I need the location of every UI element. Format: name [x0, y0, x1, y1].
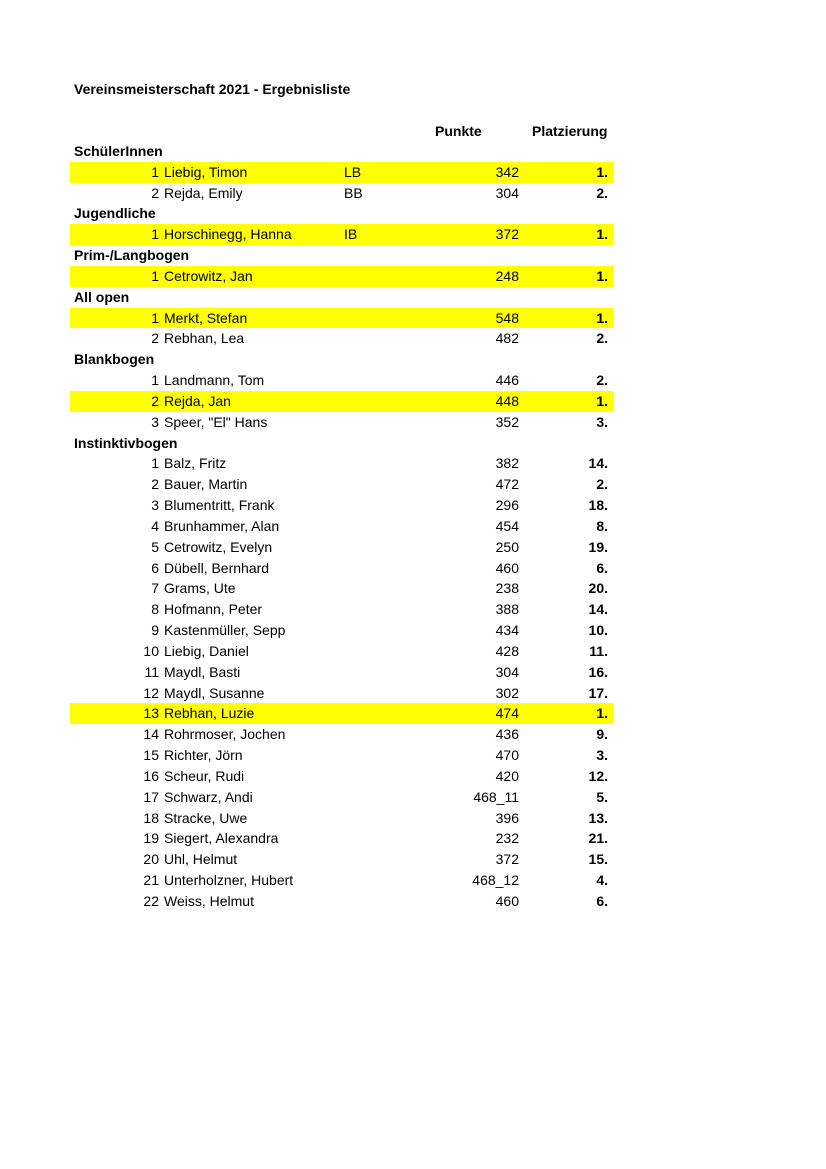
participant-name: Richter, Jörn: [164, 747, 243, 764]
result-row-winner: [70, 391, 613, 412]
placement-value: 6.: [596, 892, 608, 909]
points-value: 248: [495, 267, 519, 284]
result-row-winner: [70, 162, 613, 183]
category-heading: Instinktivbogen: [74, 434, 178, 451]
points-value: 388: [495, 601, 519, 618]
result-row: [70, 578, 613, 599]
points-value: 474: [495, 705, 519, 722]
result-row: [70, 849, 613, 870]
points-value: 446: [495, 372, 519, 389]
entry-number: 1: [151, 163, 159, 180]
result-row: [70, 412, 613, 433]
participant-name: Balz, Fritz: [164, 455, 227, 472]
participant-name: Maydl, Susanne: [164, 684, 265, 701]
category-row: [70, 245, 613, 266]
result-row-winner: [70, 224, 613, 245]
participant-name: Stracke, Uwe: [164, 809, 248, 826]
points-value: 372: [495, 851, 519, 868]
participant-name: Rohrmoser, Jochen: [164, 726, 286, 743]
participant-name: Blumentritt, Frank: [164, 497, 275, 514]
result-row: [70, 683, 613, 704]
points-value: 436: [495, 726, 519, 743]
points-value: 472: [495, 476, 519, 493]
participant-name: Landmann, Tom: [164, 372, 265, 389]
category-heading: Blankbogen: [74, 351, 155, 368]
category-heading: Jugendliche: [74, 205, 156, 222]
points-value: 342: [495, 163, 519, 180]
participant-name: Cetrowitz, Evelyn: [164, 538, 273, 555]
result-row: [70, 495, 613, 516]
points-value: 460: [495, 559, 519, 576]
points-value: 396: [495, 809, 519, 826]
placement-value: 3.: [596, 747, 608, 764]
participant-name: Weiss, Helmut: [164, 892, 254, 909]
points-value: 420: [495, 767, 519, 784]
result-row: [70, 828, 613, 849]
participant-name: Horschinegg, Hanna: [164, 226, 292, 243]
placement-value: 12.: [588, 767, 608, 784]
points-value: 454: [495, 517, 519, 534]
points-value: 482: [495, 330, 519, 347]
result-row: [70, 558, 613, 579]
result-row-winner: [70, 266, 613, 287]
placement-value: 17.: [588, 684, 608, 701]
points-value: 232: [495, 830, 519, 847]
bow-class: IB: [344, 226, 358, 243]
entry-number: 13: [143, 705, 159, 722]
entry-number: 2: [151, 476, 159, 493]
participant-name: Cetrowitz, Jan: [164, 267, 253, 284]
points-value: 460: [495, 892, 519, 909]
result-row: [70, 766, 613, 787]
participant-name: Siegert, Alexandra: [164, 830, 279, 847]
entry-number: 2: [151, 392, 159, 409]
result-row: [70, 724, 613, 745]
result-row: [70, 183, 613, 204]
placement-value: 1.: [596, 392, 608, 409]
entry-number: 22: [143, 892, 159, 909]
result-row: [70, 641, 613, 662]
entry-number: 4: [151, 517, 159, 534]
result-row-winner: [70, 703, 613, 724]
result-row: [70, 787, 613, 808]
participant-name: Hofmann, Peter: [164, 601, 263, 618]
placement-value: 18.: [588, 497, 608, 514]
placement-value: 1.: [596, 267, 608, 284]
entry-number: 1: [151, 309, 159, 326]
placement-value: 8.: [596, 517, 608, 534]
participant-name: Unterholzner, Hubert: [164, 871, 294, 888]
placement-value: 1.: [596, 226, 608, 243]
result-row: [70, 453, 613, 474]
result-row: [70, 620, 613, 641]
placement-value: 4.: [596, 871, 608, 888]
points-value: 296: [495, 497, 519, 514]
result-row: [70, 599, 613, 620]
participant-name: Bauer, Martin: [164, 476, 248, 493]
points-value: 548: [495, 309, 519, 326]
entry-number: 19: [143, 830, 159, 847]
placement-value: 1.: [596, 705, 608, 722]
entry-number: 7: [151, 580, 159, 597]
entry-number: 17: [143, 788, 159, 805]
result-row: [70, 537, 613, 558]
placement-value: 2.: [596, 372, 608, 389]
participant-name: Liebig, Daniel: [164, 642, 249, 659]
placement-value: 16.: [588, 663, 608, 680]
result-row: [70, 328, 613, 349]
entry-number: 1: [151, 455, 159, 472]
participant-name: Merkt, Stefan: [164, 309, 248, 326]
page-title: Vereinsmeisterschaft 2021 - Ergebnisliste: [74, 81, 351, 97]
points-value: 238: [495, 580, 519, 597]
entry-number: 1: [151, 267, 159, 284]
entry-number: 1: [151, 226, 159, 243]
participant-name: Liebig, Timon: [164, 163, 248, 180]
entry-number: 10: [143, 642, 159, 659]
placement-value: 2.: [596, 330, 608, 347]
points-value: 468_11: [473, 788, 519, 805]
placement-value: 21.: [588, 830, 608, 847]
result-row: [70, 745, 613, 766]
result-row: [70, 891, 613, 912]
category-row: [70, 349, 613, 370]
placement-value: 6.: [596, 559, 608, 576]
participant-name: Rejda, Jan: [164, 392, 231, 409]
category-heading: Prim-/Langbogen: [74, 247, 190, 264]
points-value: 470: [495, 747, 519, 764]
participant-name: Rebhan, Lea: [164, 330, 245, 347]
result-row: [70, 870, 613, 891]
points-value: 250: [495, 538, 519, 555]
points-value: 304: [495, 184, 519, 201]
participant-name: Speer, "El" Hans: [164, 413, 268, 430]
entry-number: 15: [143, 747, 159, 764]
entry-number: 16: [143, 767, 159, 784]
placement-value: 2.: [596, 476, 608, 493]
results-table: [70, 141, 613, 912]
points-value: 304: [495, 663, 519, 680]
placement-value: 10.: [588, 622, 608, 639]
bow-class: LB: [344, 163, 362, 180]
points-value: 372: [495, 226, 519, 243]
result-row-winner: [70, 308, 613, 329]
entry-number: 9: [151, 622, 159, 639]
participant-name: Schwarz, Andi: [164, 788, 253, 805]
result-row: [70, 370, 613, 391]
points-value: 352: [495, 413, 519, 430]
participant-name: Dübell, Bernhard: [164, 559, 270, 576]
placement-value: 11.: [589, 642, 608, 659]
entry-number: 14: [143, 726, 159, 743]
entry-number: 12: [143, 684, 159, 701]
category-row: [70, 141, 613, 162]
participant-name: Kastenmüller, Sepp: [164, 622, 286, 639]
placement-value: 1.: [596, 309, 608, 326]
placement-value: 14.: [588, 601, 608, 618]
result-row: [70, 516, 613, 537]
placement-value: 20.: [588, 580, 608, 597]
entry-number: 18: [143, 809, 159, 826]
category-row: [70, 287, 613, 308]
participant-name: Rejda, Emily: [164, 184, 243, 201]
placement-value: 19.: [588, 538, 608, 555]
participant-name: Grams, Ute: [164, 580, 236, 597]
placement-value: 5.: [596, 788, 608, 805]
points-value: 434: [495, 622, 519, 639]
participant-name: Rebhan, Luzie: [164, 705, 255, 722]
column-header-points: Punkte: [435, 123, 482, 139]
placement-value: 1.: [596, 163, 608, 180]
participant-name: Maydl, Basti: [164, 663, 241, 680]
placement-value: 14.: [588, 455, 608, 472]
placement-value: 3.: [596, 413, 608, 430]
points-value: 468_12: [472, 871, 519, 888]
category-row: [70, 433, 613, 454]
entry-number: 11: [144, 663, 159, 680]
category-heading: All open: [74, 288, 130, 305]
entry-number: 20: [143, 851, 159, 868]
entry-number: 21: [143, 871, 159, 888]
entry-number: 3: [151, 497, 159, 514]
entry-number: 8: [151, 601, 159, 618]
points-value: 382: [495, 455, 519, 472]
points-value: 448: [495, 392, 519, 409]
participant-name: Uhl, Helmut: [164, 851, 238, 868]
result-row: [70, 808, 613, 829]
entry-number: 5: [151, 538, 159, 555]
entry-number: 2: [151, 330, 159, 347]
entry-number: 3: [151, 413, 159, 430]
entry-number: 1: [151, 372, 159, 389]
column-header-placement: Platzierung: [532, 123, 608, 139]
category-row: [70, 203, 613, 224]
result-row: [70, 662, 613, 683]
participant-name: Scheur, Rudi: [164, 767, 245, 784]
entry-number: 2: [151, 184, 159, 201]
placement-value: 2.: [596, 184, 608, 201]
entry-number: 6: [151, 559, 159, 576]
placement-value: 15.: [588, 851, 608, 868]
placement-value: 9.: [596, 726, 608, 743]
bow-class: BB: [344, 184, 363, 201]
category-heading: SchülerInnen: [74, 143, 163, 159]
participant-name: Brunhammer, Alan: [164, 517, 280, 534]
points-value: 428: [495, 642, 519, 659]
points-value: 302: [495, 684, 519, 701]
result-row: [70, 474, 613, 495]
placement-value: 13.: [588, 809, 608, 826]
